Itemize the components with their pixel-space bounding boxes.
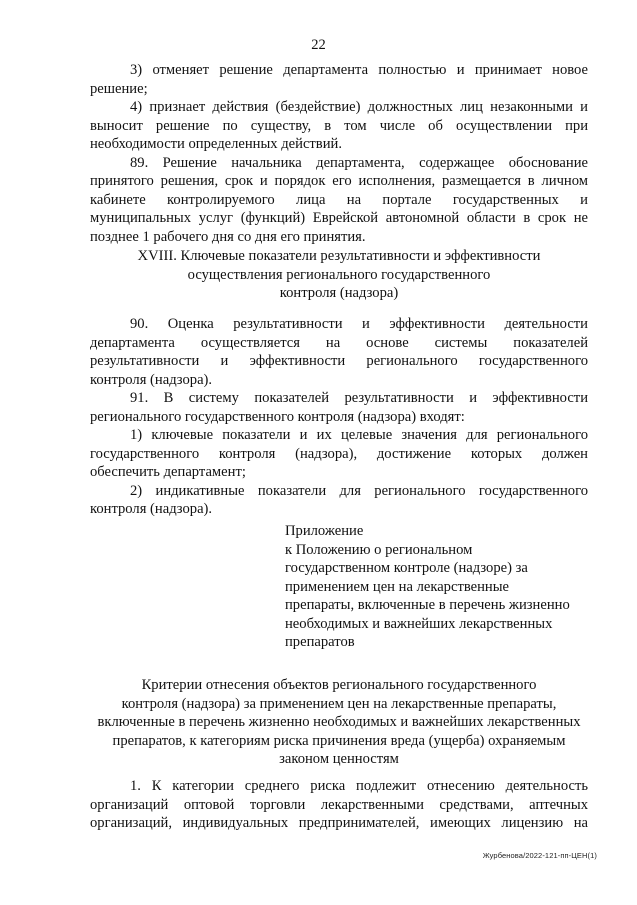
text-line: контроля (надзора). — [90, 501, 213, 517]
text-line: выносит решение по существу, в том числе об осуществлении при — [90, 117, 588, 134]
footer-stamp: Журбенова/2022-121-пп-ЦЕН(1) — [482, 851, 597, 860]
text-line: решение; — [90, 80, 148, 97]
text-line: регионального государственного контроля (надзора) входят: — [90, 408, 465, 425]
heading-line: XVIII. Ключевые показатели результативности и эффективности — [137, 248, 541, 264]
heading-line: осуществления регионального государственного — [187, 266, 491, 283]
appendix-line: к Положению о региональном — [285, 541, 473, 558]
text-line: организаций, индивидуальных предпринимателей, имеющих лицензию на — [90, 815, 588, 831]
heading-line: законом ценностям — [279, 751, 399, 767]
text-line: 1) ключевые показатели и их целевые значения для регионального — [130, 427, 588, 443]
text-line: организаций оптовой торговли лекарственными средствами, аптечных — [90, 796, 588, 813]
paragraphs-block-2 — [90, 315, 588, 519]
text-line: позднее 1 рабочего дня со дня его принятия. — [90, 228, 366, 245]
page-number: 22 — [311, 37, 326, 53]
text-line: 89. Решение начальника департамента, содержащее обоснование — [130, 154, 588, 171]
heading-line: контроля (надзора) — [279, 285, 399, 301]
text-line: муниципальных услуг (функций) Еврейской автономной области в срок не — [90, 210, 588, 226]
appendix-note — [285, 522, 588, 652]
paragraphs-block-1 — [90, 61, 588, 246]
text-line: принятого решения, срок и порядок его исполнения, размещается в личном — [90, 173, 588, 189]
text-line: 4) признает действия (бездействие) должностных лиц незаконными и — [130, 99, 588, 115]
text-line: обеспечить департамент; — [90, 464, 246, 480]
text-line: государственного контроля (надзора), достижение которых должен — [90, 445, 588, 462]
appendix-line: государственном контроле (надзоре) за — [285, 560, 528, 576]
text-line: кабинете контролируемого лица на портале государственных и — [90, 191, 588, 208]
text-line: департамента осуществляется на основе системы показателей — [90, 334, 588, 351]
paragraphs-block-3 — [90, 777, 588, 833]
text-line: необходимости определенных действий. — [90, 136, 342, 152]
appendix-line: препаратов — [285, 634, 355, 650]
criteria-heading — [90, 676, 588, 769]
heading-line: Критерии отнесения объектов регионального государственного — [141, 677, 537, 693]
heading-line: контроля (надзора) за применением цен на лекарственные препараты, — [121, 695, 557, 712]
text-line: 3) отменяет решение департамента полностью и принимает новое — [130, 62, 588, 78]
text-line: 90. Оценка результативности и эффективности деятельности — [130, 316, 588, 332]
text-line: 1. К категории среднего риска подлежит отнесению деятельность — [130, 778, 588, 794]
appendix-line: применением цен на лекарственные — [285, 578, 510, 595]
text-line: 91. В систему показателей результативности и эффективности — [130, 390, 588, 406]
section-heading — [90, 247, 588, 303]
appendix-line: необходимых и важнейших лекарственных — [285, 615, 553, 632]
text-line: 2) индикативные показатели для регионального государственного — [130, 482, 588, 499]
heading-line: включенные в перечень жизненно необходимых и важнейших лекарственных — [97, 714, 581, 730]
text-line: результативности и эффективности регионального государственного — [90, 353, 588, 369]
appendix-line: препараты, включенные в перечень жизненно — [285, 597, 570, 613]
heading-line: препаратов, к категориям риска причинения вреда (ущерба) охраняемым — [112, 732, 566, 749]
text-line: контроля (надзора). — [90, 371, 213, 388]
appendix-line: Приложение — [285, 523, 364, 539]
